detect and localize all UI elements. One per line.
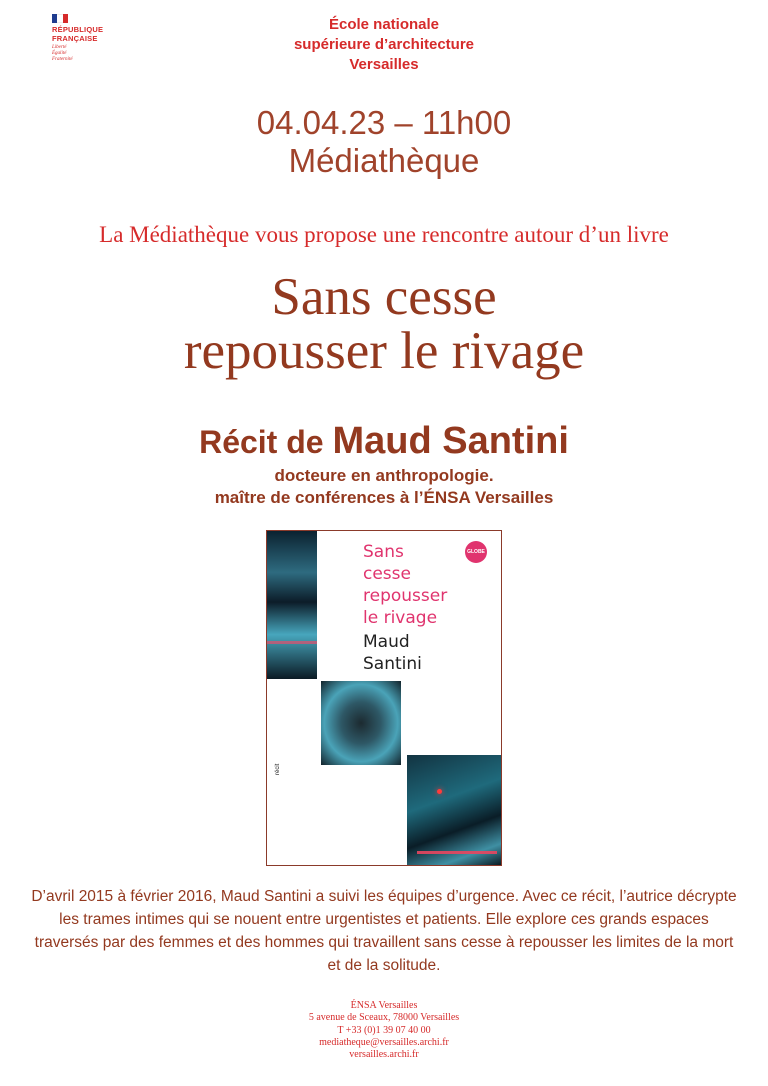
author-prefix: Récit de (199, 424, 333, 460)
event-datetime: 04.04.23 – 11h00 (256, 104, 512, 141)
footer-email[interactable]: mediatheque@versailles.archi.fr (319, 1036, 449, 1048)
book-cover (266, 530, 502, 866)
footer-address: 5 avenue de Sceaux, 78000 Versailles (308, 1012, 460, 1024)
footer-website[interactable]: versailles.archi.fr (349, 1049, 419, 1061)
logo-line-2: FRANÇAISE (52, 33, 98, 43)
author-role-2: maître de conférences à l’ÉNSA Versailles (214, 488, 554, 507)
author-name: Maud Santini (332, 420, 569, 462)
cover-genre: récit (275, 763, 281, 775)
cover-photo-3 (407, 755, 502, 865)
event-intro: La Médiathèque vous propose une rencontre autour d’un livre (99, 222, 669, 247)
cover-photo-2 (321, 681, 401, 765)
author-line (0, 420, 768, 463)
cover-author: Maud Santini (363, 632, 422, 674)
publisher-badge: GLOBE (465, 541, 487, 563)
cover-photo-1 (267, 531, 317, 679)
book-title: Sans cesse repousser le rivage (183, 268, 585, 380)
book-description: D’avril 2015 à février 2016, Maud Santini a suivi les équipes d’urgence. Avec ce récit, l’autrice décrypte les trames intimes qui se nouent entre urgentistes et patients. Elle explore ces grands espaces traversés par des femmes et des hommes qui travaillent sans cesse à repousser les limites de la mort et de la solitude. (31, 888, 737, 974)
logo-line-1: RÉPUBLIQUE (52, 25, 104, 34)
cover-title: Sans cesse repousser le rivage (363, 542, 448, 628)
author-role-1: docteure en anthropologie. (274, 466, 494, 485)
logo-motto: Liberté Égalité Fraternité (52, 45, 73, 62)
event-venue: Médiathèque (288, 142, 480, 179)
school-name: École nationale supérieure d’architecture Versailles (293, 16, 475, 73)
footer-phone: T +33 (0)1 39 07 40 00 (337, 1024, 431, 1036)
footer-contact (0, 1000, 768, 1061)
footer-institution: ÉNSA Versailles (350, 1000, 418, 1011)
